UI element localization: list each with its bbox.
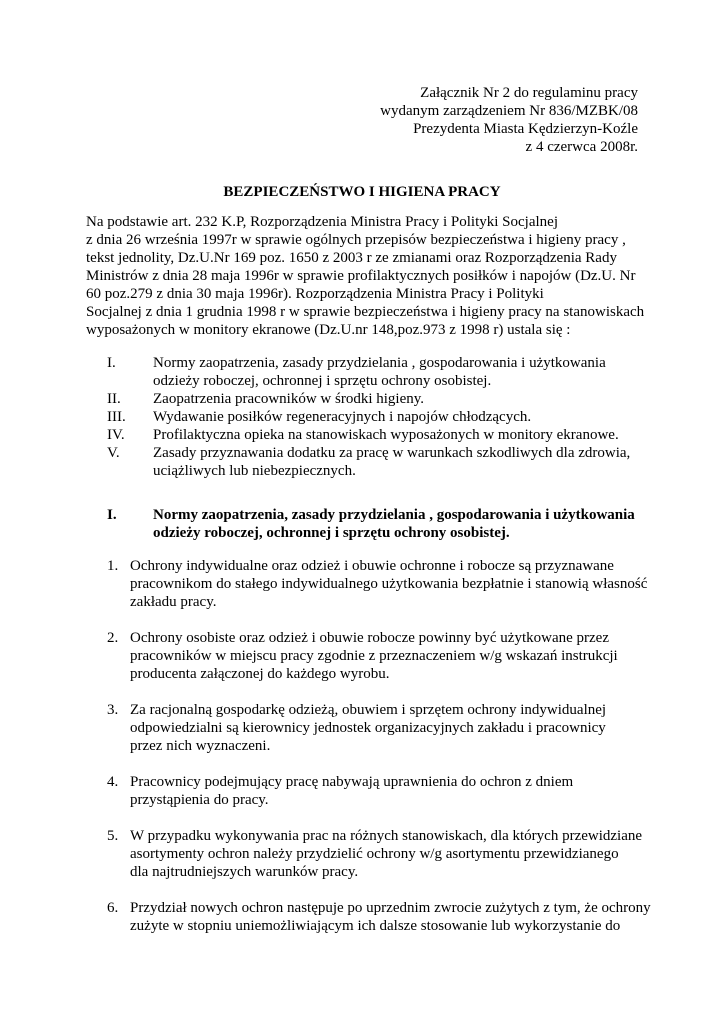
list-item xyxy=(107,408,667,426)
header-line: z 4 czerwca 2008r. xyxy=(525,139,638,155)
list-item-number: 5. xyxy=(107,828,119,844)
list-item xyxy=(107,426,667,444)
list-item-line: producenta załączonej do każdego wyrobu. xyxy=(130,666,390,682)
list-item-line: Normy zaopatrzenia, zasady przydzielania , gospodarowania i użytkowania xyxy=(153,355,606,371)
list-item xyxy=(107,701,667,755)
list-item-line: przystąpienia do pracy. xyxy=(130,792,269,808)
list-item-line: Zaopatrzenia pracowników w środki higieny. xyxy=(153,391,425,407)
list-item-line: Ochrony osobiste oraz odzież i obuwie robocze powinny być użytkowane przez xyxy=(130,630,609,646)
list-item-line: W przypadku wykonywania prac na różnych stanowiskach, dla których przewidziane xyxy=(130,828,643,844)
list-item xyxy=(107,827,667,881)
list-item-number: 2. xyxy=(107,630,119,646)
list-item-line: Zasady przyznawania dodatku za pracę w warunkach szkodliwych dla zdrowia, xyxy=(153,445,631,461)
list-item-line: Wydawanie posiłków regeneracyjnych i napojów chłodzących. xyxy=(153,409,532,425)
list-item-line: pracowników w miejscu pracy zgodnie z przeznaczeniem w/g wskazań instrukcji xyxy=(130,648,618,664)
section-heading-line: odzieży roboczej, ochronnej i sprzętu ochrony osobistej. xyxy=(153,525,510,541)
list-item-number: 4. xyxy=(107,774,119,790)
section-heading xyxy=(107,506,635,542)
section-heading-line: Normy zaopatrzenia, zasady przydzielania , gospodarowania i użytkowania xyxy=(153,507,635,523)
intro-line: Ministrów z dnia 28 maja 1996r w sprawie profilaktycznych posiłków i napojów (Dz.U. Nr xyxy=(86,268,636,284)
list-item-number: I. xyxy=(107,355,116,371)
list-item-line: uciążliwych lub niebezpiecznych. xyxy=(153,463,356,479)
list-item xyxy=(107,444,667,480)
intro-line: Na podstawie art. 232 K.P, Rozporządzenia Ministra Pracy i Polityki Socjalnej xyxy=(86,214,558,230)
list-item xyxy=(107,899,667,935)
header-line: Załącznik Nr 2 do regulaminu pracy xyxy=(420,85,638,101)
document-title: BEZPIECZEŃSTWO I HIGIENA PRACY xyxy=(223,184,501,200)
list-item-line: pracownikom do stałego indywidualnego użytkowania bezpłatnie i stanowią własność xyxy=(130,576,648,592)
list-item-line: dla najtrudniejszych warunków pracy. xyxy=(130,864,359,880)
list-item-line: Pracownicy podejmujący pracę nabywają uprawnienia do ochron z dniem xyxy=(130,774,574,790)
list-item-number: 1. xyxy=(107,558,119,574)
list-item-number: III. xyxy=(107,409,126,425)
header-line: Prezydenta Miasta Kędzierzyn-Koźle xyxy=(413,121,638,137)
list-item-line: odpowiedzialni są kierownicy jednostek organizacyjnych zakładu i pracownicy xyxy=(130,720,606,736)
list-item-line: odzieży roboczej, ochronnej i sprzętu ochrony osobistej. xyxy=(153,373,492,389)
attachment-header xyxy=(380,84,638,156)
list-item-number: IV. xyxy=(107,427,125,443)
intro-paragraph xyxy=(86,213,646,339)
list-item xyxy=(107,390,667,408)
header-line: wydanym zarządzeniem Nr 836/MZBK/08 xyxy=(380,103,638,119)
list-item-line: Przydział nowych ochron następuje po uprzednim zwrocie zużytych z tym, że ochrony xyxy=(130,900,651,916)
list-item xyxy=(107,629,667,683)
intro-line: z dnia 26 września 1997r w sprawie ogólnych przepisów bezpieczeństwa i higieny pracy , xyxy=(86,232,626,248)
list-item-number: 3. xyxy=(107,702,119,718)
intro-line: Socjalnej z dnia 1 grudnia 1998 r w sprawie bezpieczeństwa i higieny pracy na stanowiskach xyxy=(86,304,645,320)
table-of-contents-list xyxy=(107,354,667,480)
list-item-line: zużyte w stopniu uniemożliwiającym ich dalsze stosowanie lub wykorzystanie do xyxy=(130,918,621,934)
list-item-line: Za racjonalną gospodarkę odzieżą, obuwiem i sprzętem ochrony indywidualnej xyxy=(130,702,607,718)
intro-line: wyposażonych w monitory ekranowe (Dz.U.nr 148,poz.973 z 1998 r) ustala się : xyxy=(86,322,571,338)
list-item-number: II. xyxy=(107,391,121,407)
list-item-line: Profilaktyczna opieka na stanowiskach wyposażonych w monitory ekranowe. xyxy=(153,427,619,443)
intro-line: tekst jednolity, Dz.U.Nr 169 poz. 1650 z 2003 r ze zmianami oraz Rozporządzenia Rady xyxy=(86,250,617,266)
list-item-line: zakładu pracy. xyxy=(130,594,217,610)
section-number: I. xyxy=(107,507,117,523)
list-item xyxy=(107,557,667,611)
intro-line: 60 poz.279 z dnia 30 maja 1996r). Rozporządzenia Ministra Pracy i Polityki xyxy=(86,286,544,302)
list-item-line: Ochrony indywidualne oraz odzież i obuwie ochronne i robocze są przyznawane xyxy=(130,558,614,574)
list-item-line: przez nich wyznaczeni. xyxy=(130,738,271,754)
list-item-number: V. xyxy=(107,445,120,461)
list-item xyxy=(107,354,667,390)
list-item-line: asortymenty ochron należy przydzielić ochrony w/g asortymentu przewidzianego xyxy=(130,846,619,862)
list-item-number: 6. xyxy=(107,900,119,916)
list-item xyxy=(107,773,667,809)
rules-list xyxy=(107,557,667,953)
